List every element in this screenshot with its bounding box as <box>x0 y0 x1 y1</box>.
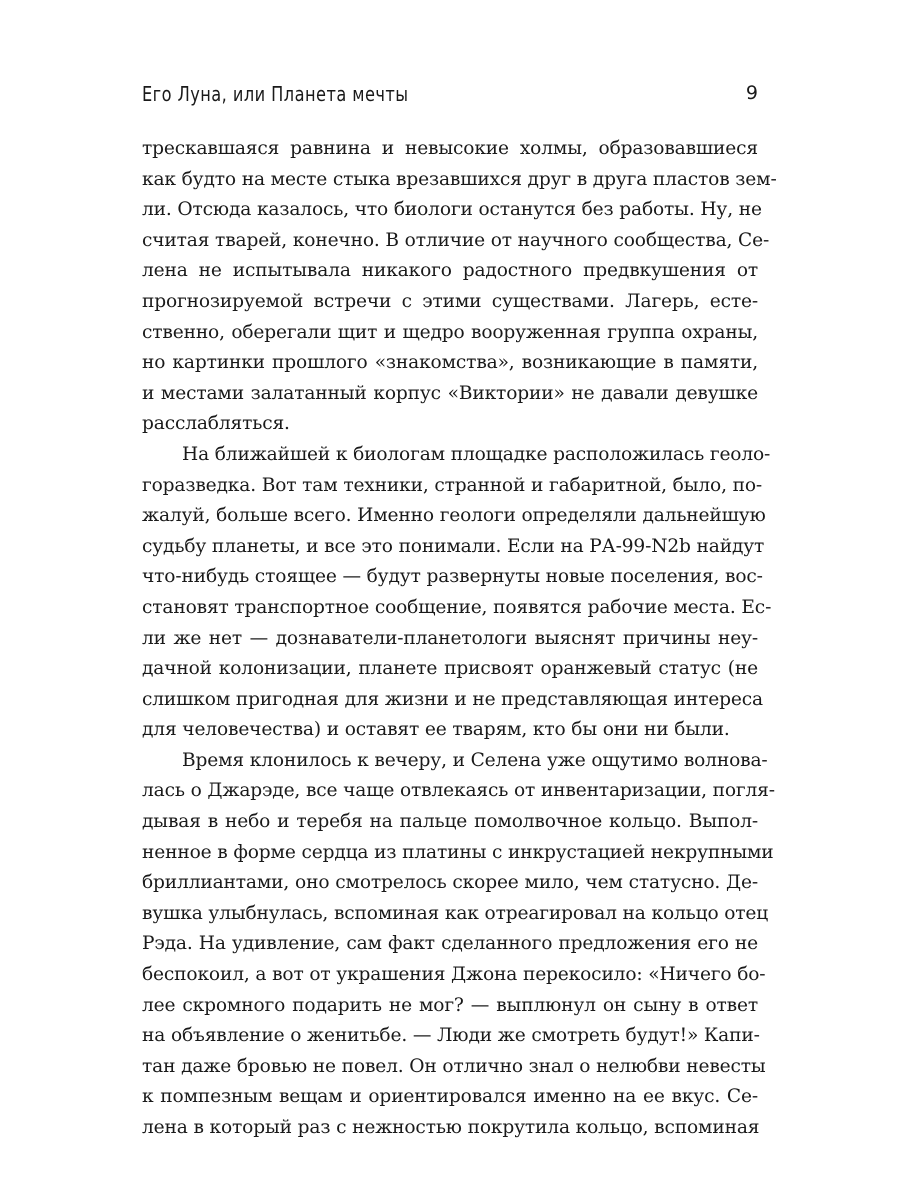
text-line: дачной колонизации, планете присвоят оранжевый статус (не <box>142 658 758 680</box>
text-line: лена в который раз с нежностью покрутила кольцо, вспоминая <box>142 1117 760 1138</box>
text-line: становят транспортное сообщение, появятся рабочие места. Ес- <box>142 596 772 618</box>
text-line: вушка улыбнулась, вспоминая как отреагировал на кольцо отец <box>142 902 769 924</box>
text-line: как будто на месте стыка врезавшихся друг в друга пластов зем- <box>142 168 777 190</box>
paragraph-2 <box>142 440 772 746</box>
text-line: ли же нет — дознаватели-планетологи выяснят причины неу- <box>142 627 758 649</box>
running-title: Его Луна, или Планета мечты <box>142 82 409 106</box>
text-line: но картинки прошлого «знакомства», возникающие в памяти, <box>142 352 758 374</box>
text-line: ненное в форме сердца из платины с инкрустацией некрупными <box>142 841 774 863</box>
text-line: что-нибудь стоящее — будут развернуты новые поселения, вос- <box>142 566 763 588</box>
running-head <box>142 82 758 112</box>
page-number: 9 <box>745 82 758 104</box>
text-line: и местами залатанный корпус «Виктории» не давали девушке <box>142 382 758 404</box>
text-line: беспокоил, а вот от украшения Джона перекосило: «Ничего бо- <box>142 964 766 986</box>
text-line: На ближайшей к биологам площадке расположилась геоло- <box>182 443 771 465</box>
text-line: Время клонилось к вечеру, и Селена уже ощутимо волнова- <box>182 749 768 771</box>
text-line: горазведка. Вот там техники, странной и габаритной, было, по- <box>142 474 763 496</box>
text-line: лее скромного подарить не мог? — выплюнул он сыну в ответ <box>142 994 758 1016</box>
paragraph-1 <box>142 134 777 440</box>
text-line: ли. Отсюда казалось, что биологи останутся без работы. Ну, не <box>142 199 762 221</box>
text-line: судьбу планеты, и все это понимали. Если на РА-99-N2b найдут <box>142 535 765 557</box>
text-line: ственно, оберегали щит и щедро вооруженная группа охраны, <box>142 321 758 343</box>
text-line: слишком пригодная для жизни и не представляющая интереса <box>142 688 763 710</box>
body-text <box>142 134 777 1144</box>
text-line: жалуй, больше всего. Именно геологи определяли дальнейшую <box>142 505 766 527</box>
text-line: трескавшаяся равнина и невысокие холмы, образовавшиеся <box>142 138 758 159</box>
text-line: к помпезным вещам и ориентировался именно на ее вкус. Се- <box>142 1086 758 1108</box>
text-line: лась о Джарэде, все чаще отвлекаясь от инвентаризации, погля- <box>142 780 775 802</box>
text-line: лена не испытывала никакого радостного предвкушения от <box>142 260 758 282</box>
text-line: тан даже бровью не повел. Он отлично знал о нелюбви невесты <box>142 1055 766 1077</box>
text-line: бриллиантами, оно смотрелось скорее мило, чем статусно. Де- <box>142 872 758 894</box>
text-line: для человечества) и оставят ее тварям, кто бы они ни были. <box>142 719 730 741</box>
text-line: считая тварей, конечно. В отличие от научного сообщества, Се- <box>142 229 770 251</box>
text-line: дывая в небо и теребя на пальце помолвочное кольцо. Выпол- <box>142 811 758 833</box>
paragraph-3 <box>142 746 775 1144</box>
text-line: расслабляться. <box>142 413 290 435</box>
text-line: Рэда. На удивление, сам факт сделанного предложения его не <box>142 933 758 955</box>
text-line: на объявление о женитьбе. — Люди же смотреть будут!» Капи- <box>142 1025 760 1047</box>
text-line: прогнозируемой встречи с этими существами. Лагерь, есте- <box>142 290 758 312</box>
